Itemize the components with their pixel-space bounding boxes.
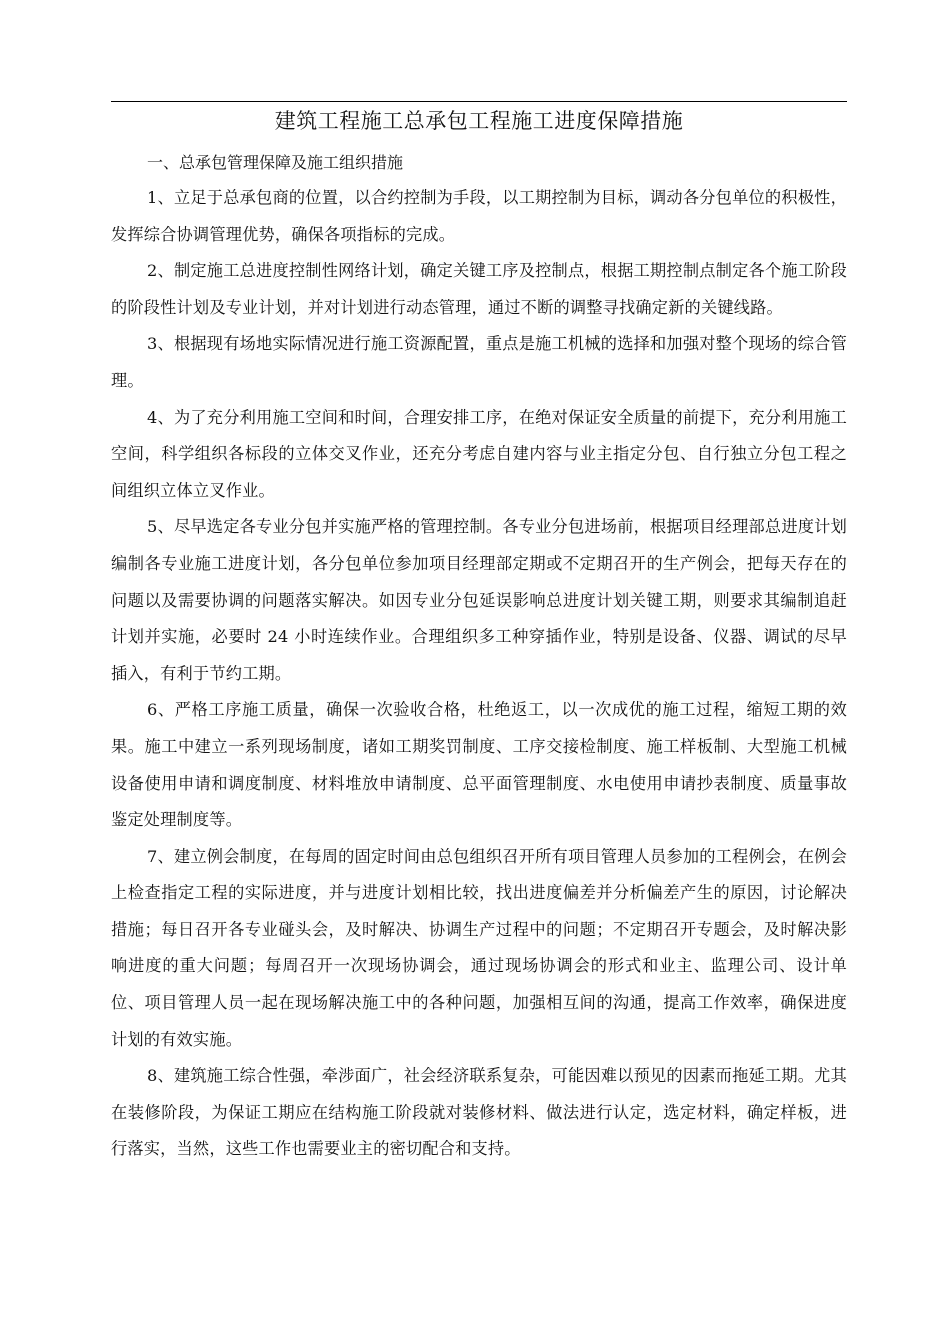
paragraph-7: 7、建立例会制度，在每周的固定时间由总包组织召开所有项目管理人员参加的工程例会，在例会上检查指定工程的实际进度，并与进度计划相比较，找出进度偏差并分析偏差产生的原因，讨论解决措施；每日召开各专业碰头会，及时解决、协调生产过程中的问题；不定期召开专题会，及时解决影响进度的重大问题；每周召开一次现场协调会，通过现场协调会的形式和业主、监理公司、设计单位、项目管理人员一起在现场解决施工中的各种问题，加强相互间的沟通，提高工作效率，确保进度计划的有效实施。 bbox=[111, 846, 847, 1049]
paragraph-6: 6、严格工序施工质量，确保一次验收合格，杜绝返工，以一次成优的施工过程，缩短工期的效果。施工中建立一系列现场制度，诸如工期奖罚制度、工序交接检制度、施工样板制、大型施工机械设备使用申请和调度制度、材料堆放申请制度、总平面管理制度、水电使用申请抄表制度、质量事故鉴定处理制度等。 bbox=[111, 700, 847, 830]
paragraph-3: 3、根据现有场地实际情况进行施工资源配置，重点是施工机械的选择和加强对整个现场的综合管理。 bbox=[111, 334, 847, 390]
paragraph-2: 2、制定施工总进度控制性网络计划，确定关键工序及控制点，根据工期控制点制定各个施工阶段的阶段性计划及专业计划，并对计划进行动态管理，通过不断的调整寻找确定新的关键线路。 bbox=[111, 261, 847, 317]
section-heading: 一、总承包管理保障及施工组织措施 bbox=[147, 153, 404, 172]
header-rule bbox=[111, 101, 847, 102]
document-title: 建筑工程施工总承包工程施工进度保障措施 bbox=[274, 109, 684, 133]
paragraph-5: 5、尽早选定各专业分包并实施严格的管理控制。各专业分包进场前，根据项目经理部总进度计划编制各专业施工进度计划，各分包单位参加项目经理部定期或不定期召开的生产例会，把每天存在的问题以及需要协调的问题落实解决。如因专业分包延误影响总进度计划关键工期，则要求其编制追赶计划并实施，必要时 24 小时连续作业。合理组织多工种穿插作业，特别是设备、仪器、调试的尽早插入，有利于节约工期。 bbox=[111, 517, 847, 683]
paragraph-1: 1、立足于总承包商的位置，以合约控制为手段，以工期控制为目标，调动各分包单位的积极性，发挥综合协调管理优势，确保各项指标的完成。 bbox=[111, 188, 847, 244]
paragraph-8: 8、建筑施工综合性强，牵涉面广，社会经济联系复杂，可能因难以预见的因素而拖延工期。尤其在装修阶段，为保证工期应在结构施工阶段就对装修材料、做法进行认定，选定材料，确定样板，进行落实，当然，这些工作也需要业主的密切配合和支持。 bbox=[111, 1066, 847, 1159]
paragraph-4: 4、为了充分利用施工空间和时间，合理安排工序，在绝对保证安全质量的前提下，充分利用施工空间，科学组织各标段的立体交叉作业，还充分考虑自建内容与业主指定分包、自行独立分包工程之间组织立体立叉作业。 bbox=[111, 407, 847, 500]
document-body bbox=[111, 145, 847, 1168]
